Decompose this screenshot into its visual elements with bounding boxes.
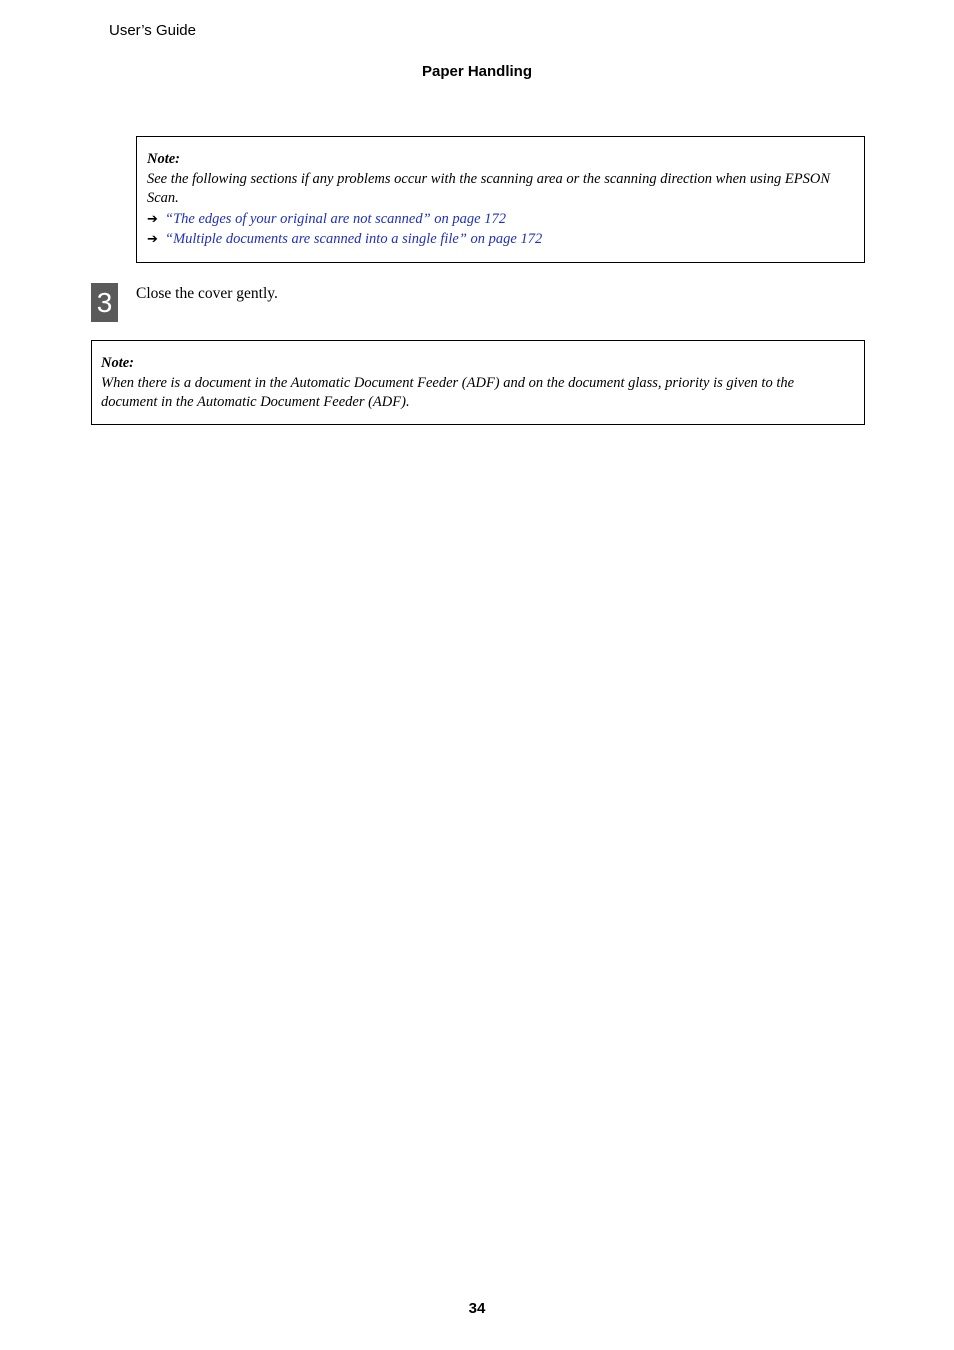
- note-box-adf: [91, 340, 865, 425]
- arrow-right-icon: ➔: [147, 211, 158, 227]
- note-text: When there is a document in the Automatic Document Feeder (ADF) and on the document glass, priority is given to the document in the Automatic Document Feeder (ADF).: [101, 374, 795, 410]
- link-multiple-documents[interactable]: “Multiple documents are scanned into a single file” on page 172: [165, 231, 543, 247]
- running-header: User’s Guide: [109, 22, 196, 39]
- step-text: Close the cover gently.: [136, 285, 278, 302]
- link-edges-not-scanned[interactable]: “The edges of your original are not scanned” on page 172: [165, 210, 506, 227]
- note-label: Note:: [147, 151, 181, 167]
- section-title: Paper Handling: [421, 63, 533, 80]
- note-text: See the following sections if any problems occur with the scanning area or the scanning direction when using EPSON Scan.: [147, 170, 831, 206]
- note-label: Note:: [101, 355, 135, 371]
- cross-reference-edges: [147, 210, 856, 230]
- page-number: 34: [468, 1300, 486, 1317]
- cross-reference-multiple: [147, 230, 856, 250]
- arrow-right-icon: ➔: [147, 232, 158, 247]
- note-box-scanning: [136, 136, 865, 263]
- step-number-badge: 3: [91, 283, 118, 322]
